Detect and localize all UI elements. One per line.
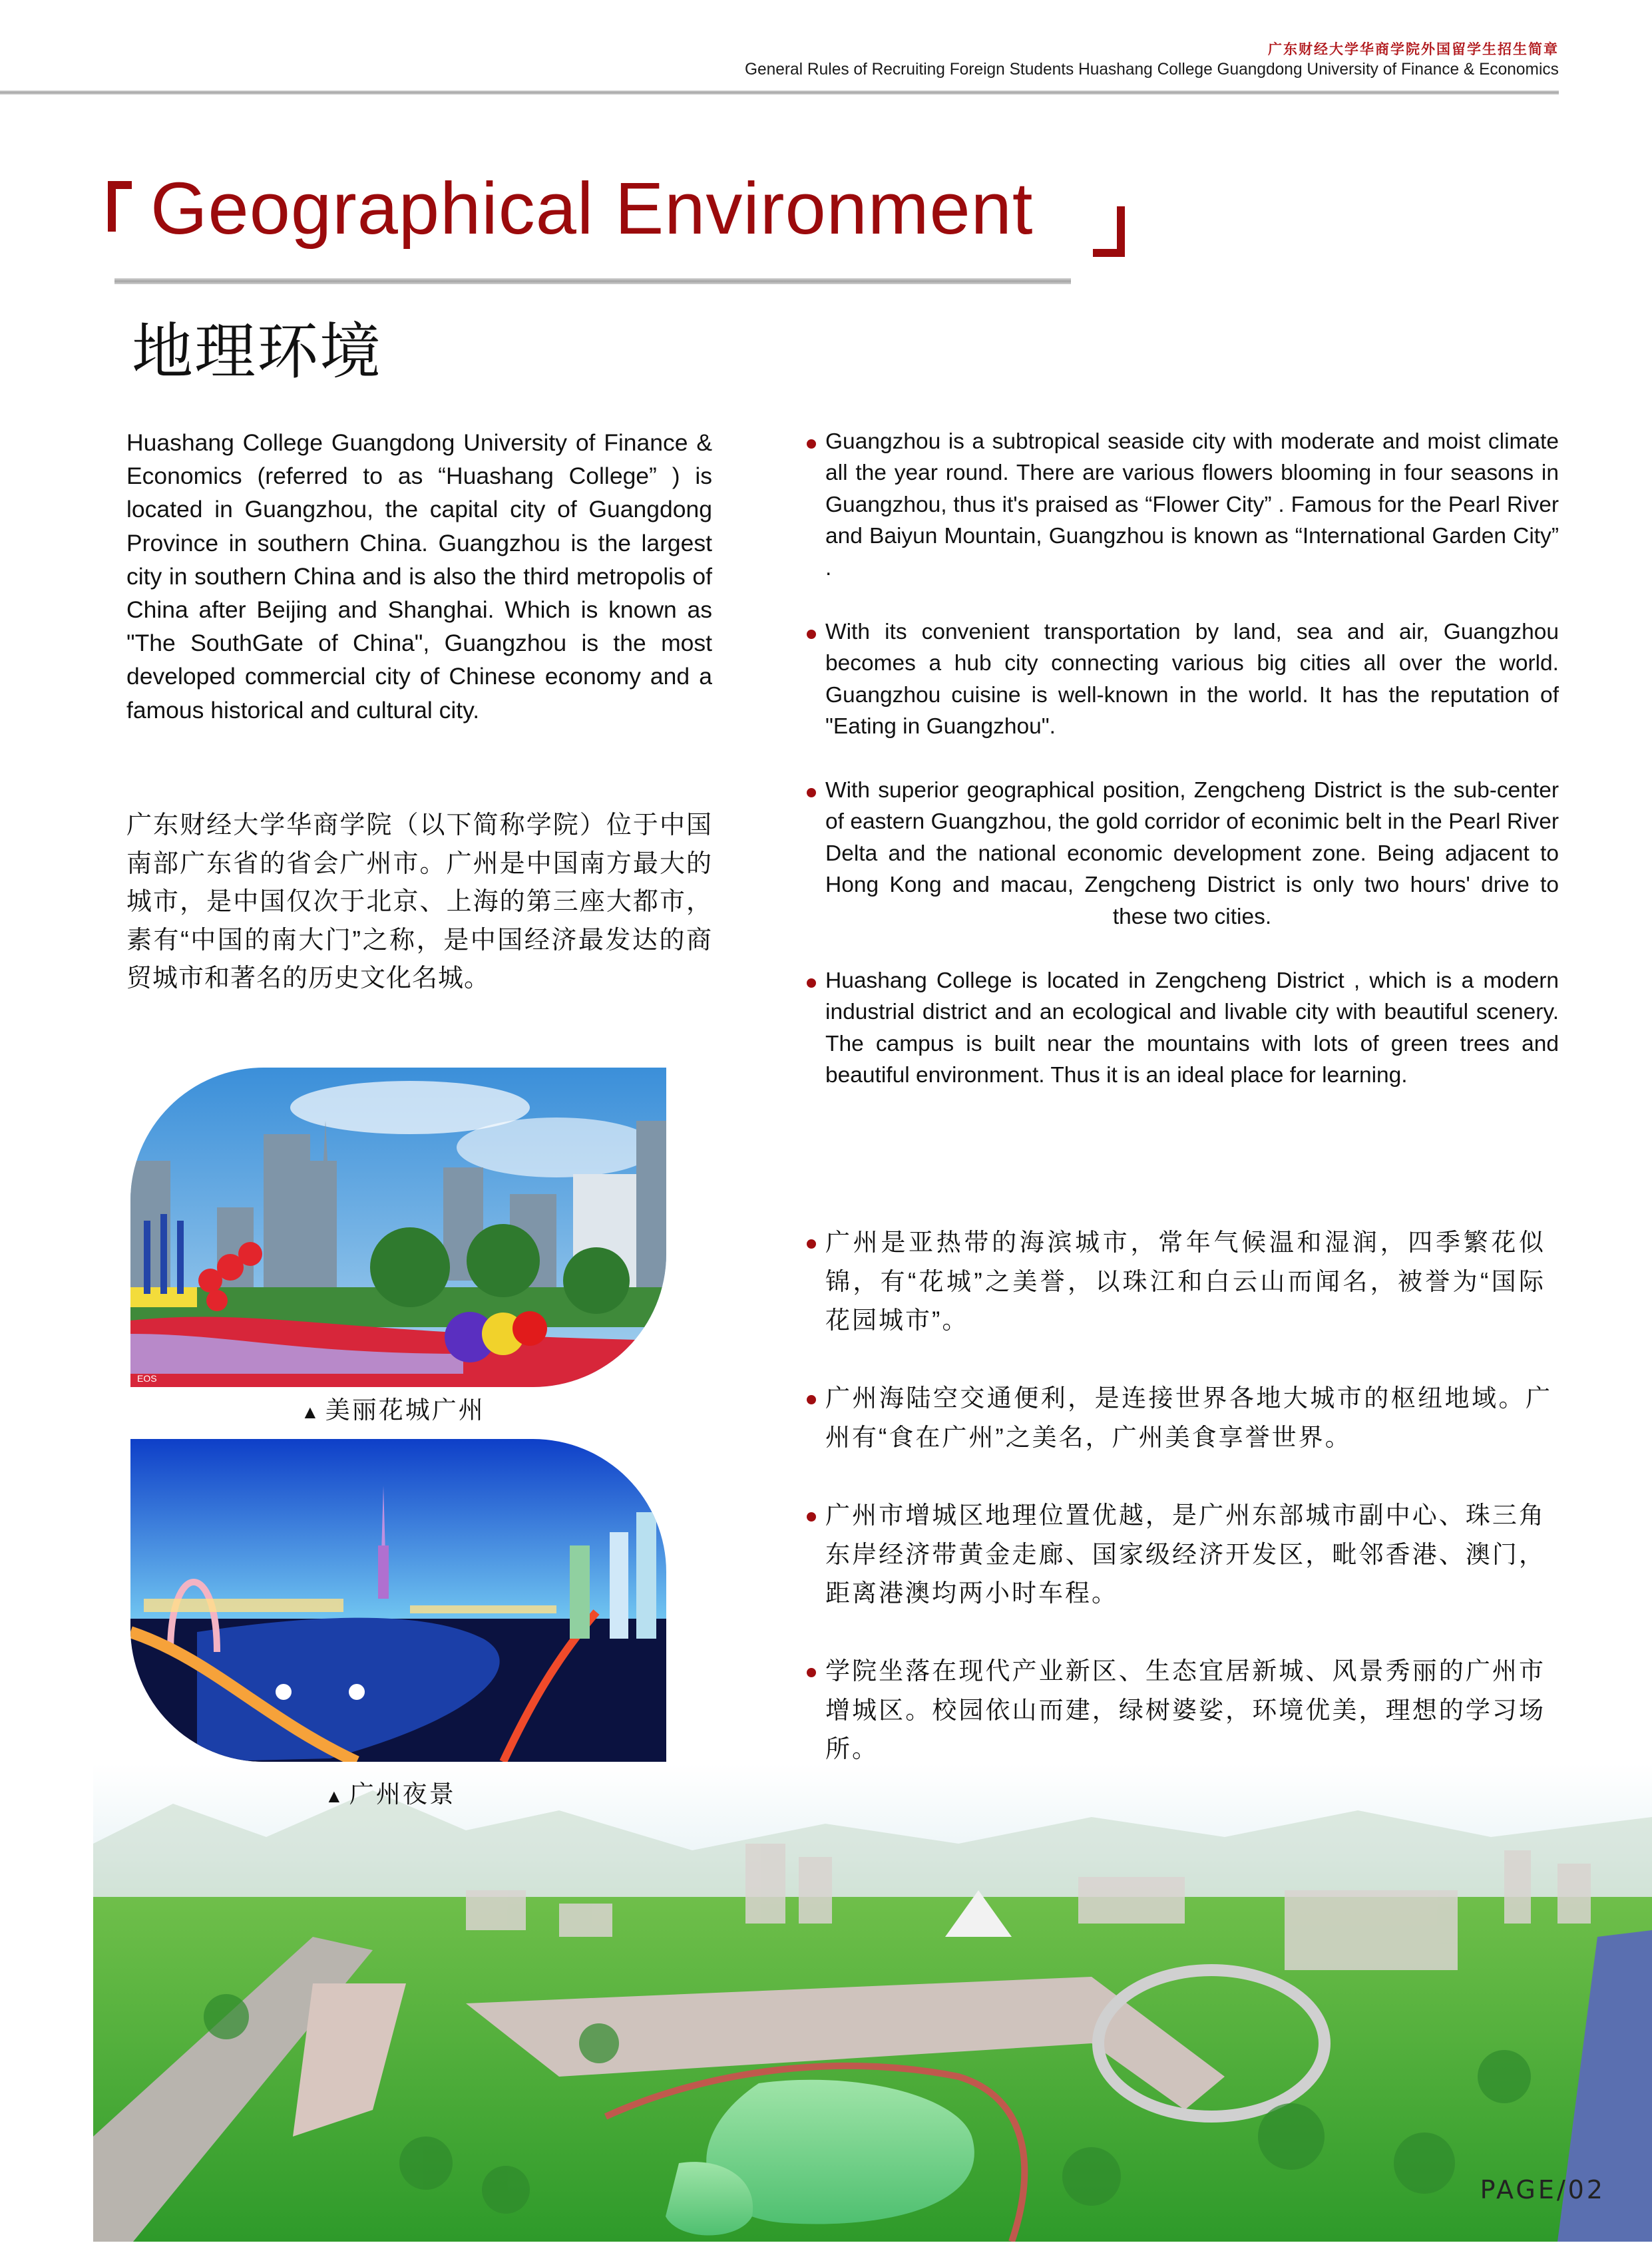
bullet-dot-icon — [807, 630, 816, 639]
bullet-dot-icon — [807, 978, 816, 988]
bullet-item-cn — [807, 1379, 1552, 1457]
bullet-item-cn — [807, 1496, 1546, 1613]
camera-watermark: EOS — [137, 1373, 157, 1384]
photo-caption-night — [325, 1774, 456, 1810]
page-number: PAGE/02 — [1480, 2175, 1605, 2204]
header-title-cn: 广东财经大学华商学院外国留学生招生简章 — [1268, 42, 1559, 57]
bullet-text: With superior geographical position, Zengcheng District is the sub-center of eastern Guangzhou, the gold corridor of econimic belt in the Pearl River Delta and the national economic development zone. Being adjacent to Hong Kong and macau, Zengcheng District is only two hours' drive to these two cities. — [825, 778, 1559, 929]
bullet-text: Guangzhou is a subtropical seaside city with moderate and moist climate all the year round. There are various flowers blooming in four seasons in Guangzhou, thus it's praised as “Flower City” . Famous for the Pearl River and Baiyun Mountain, Guangzhou is known as “International Garden City” . — [825, 429, 1559, 580]
bullet-item-en — [807, 616, 1559, 743]
bullet-item-cn — [807, 1652, 1546, 1769]
corner-bracket-close-icon — [1093, 206, 1125, 257]
header-title-en: General Rules of Recruiting Foreign Students Huashang College Guangdong University of Finance & Economics — [745, 60, 1559, 79]
intro-paragraph-en: Huashang College Guangdong University of Finance & Economics (referred to as “Huashang College” ) is located in Guangzhou, the capital city of Guangdong Province in southern China. Guangzhou is the largest city in southern China and is also the third metropolis of China after Beijing and Shanghai. Which is known as "The SouthGate of China", Guangzhou is the most developed commercial city of Chinese economy and a famous historical and cultural city. — [126, 429, 712, 723]
section-title-cn: 地理环境 — [132, 316, 383, 387]
intro-paragraph-cn: 广东财经大学华商学院（以下简称学院）位于中国南部广东省的省会广州市。广州是中国南方最大的城市，是中国仅次于北京、上海的第三座大都市，素有“中国的南大门”之称，是中国经济最发达的商贸城市和著名的历史文化名城。 — [126, 811, 712, 992]
bullet-text: Huashang College is located in Zengcheng District , which is a modern industrial district and an ecological and livable city with beautiful scenery. The campus is built near the mountains with lots of green trees and beautiful environment. Thus it is an ideal place for learning. — [825, 968, 1559, 1088]
aerial-park-photo — [93, 1764, 1652, 2242]
bullet-text: 广州海陆空交通便利，是连接世界各地大城市的枢纽地域。广州有“食在广州”之美名，广州美食享誉世界。 — [825, 1384, 1552, 1451]
bullet-dot-icon — [807, 439, 816, 449]
bullet-dot-icon — [807, 1668, 816, 1677]
bullet-item-en — [807, 775, 1559, 932]
bullet-item-en — [807, 965, 1559, 1092]
bullet-item-cn — [807, 1223, 1546, 1340]
bullet-text: 广州市增城区地理位置优越，是广州东部城市副中心、珠三角东岸经济带黄金走廊、国家级经济开发区，毗邻香港、澳门，距离港澳均两小时车程。 — [825, 1502, 1546, 1607]
section-title — [101, 168, 1086, 260]
section-title-en: Geographical Environment — [150, 168, 1034, 250]
corner-bracket-open-icon — [108, 181, 132, 232]
bullet-item-en — [807, 426, 1559, 584]
bullet-text: With its convenient transportation by land, sea and air, Guangzhou becomes a hub city connecting various big cities all over the world. Guangzhou cuisine is well-known in the world. It has the reputation of "Eating in Guangzhou". — [825, 620, 1559, 739]
header-divider — [0, 91, 1559, 95]
bullet-dot-icon — [807, 1395, 816, 1404]
triangle-up-icon: ▲ — [325, 1786, 345, 1806]
night-view-photo — [130, 1439, 666, 1762]
bullet-text: 广州是亚热带的海滨城市，常年气候温和湿润，四季繁花似锦，有“花城”之美誉，以珠江和白云山而闻名，被誉为“国际花园城市”。 — [825, 1229, 1546, 1334]
flower-city-photo — [130, 1068, 666, 1387]
bullet-dot-icon — [807, 788, 816, 797]
caption-text: 美丽花城广州 — [325, 1396, 485, 1424]
bullet-dot-icon — [807, 1239, 816, 1249]
triangle-up-icon: ▲ — [301, 1402, 321, 1422]
title-divider — [114, 278, 1071, 284]
bullet-text: 学院坐落在现代产业新区、生态宜居新城、风景秀丽的广州市增城区。校园依山而建，绿树婆娑，环境优美，理想的学习场所。 — [825, 1657, 1546, 1762]
bullet-dot-icon — [807, 1512, 816, 1522]
caption-text: 广州夜景 — [349, 1780, 456, 1808]
photo-caption-day — [301, 1390, 485, 1426]
